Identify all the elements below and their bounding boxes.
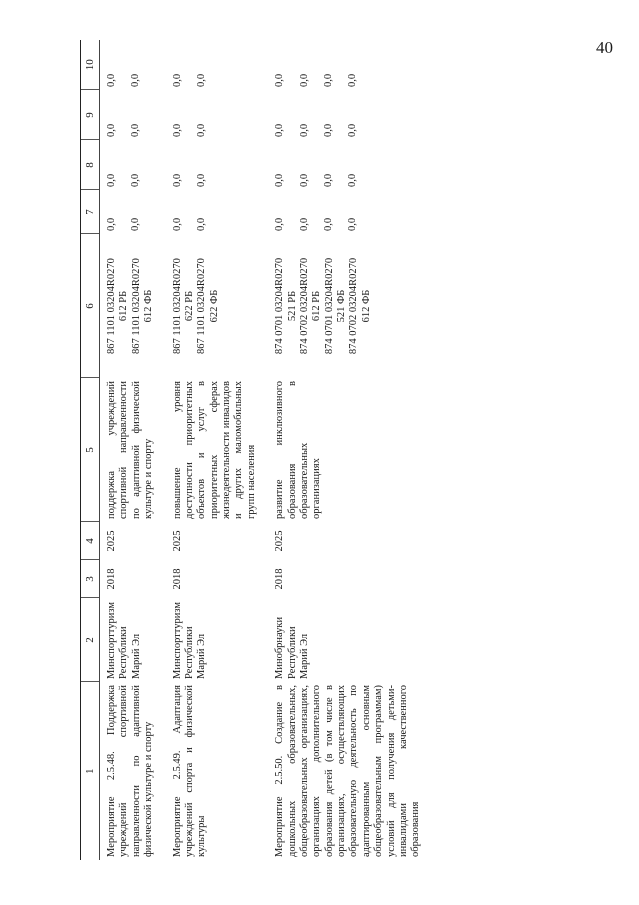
budget-code: 874 0702 03204R0270 [348, 257, 360, 355]
value-col-9: 0,0 0,0 0,0 0,0 [274, 123, 359, 137]
value-col-9: 0,0 0,0 [171, 123, 207, 137]
budget-code: 612 ФБ [143, 289, 155, 323]
end-year: 2025 [274, 530, 286, 552]
value-col-9: 0,0 0,0 [106, 123, 142, 137]
column-header: 7 [81, 190, 100, 234]
expected-result: поддержка учреждений спортивной направленности по адаптивной физической культуре и спорту [106, 381, 155, 519]
budget-code: 622 ФБ [208, 289, 220, 323]
budget-code: 521 ФБ [336, 289, 347, 323]
measure-name: Мероприятие 2.5.48. Поддержка учреждений спортивной направленности по адаптивной физической культуре и спорту [106, 685, 155, 857]
column-header: 8 [81, 140, 100, 190]
value-col-10: 0,0 0,0 [106, 73, 142, 87]
budget-code: 874 0701 03204R0270 [274, 257, 286, 355]
measure-name: Мероприятие 2.5.50. Создание в дошкольных образовательных, общеобразовательных организациях, организациях дополнительного образования детей (в том числе в организациях, осуществляющих образовательную деятельность по адаптированным основным общеобразовательным программам) условий для получения детьми-инвалидами качественного образования [274, 685, 422, 857]
start-year: 2018 [171, 568, 183, 590]
page-number: 40 [596, 38, 613, 57]
value-col-7: 0,0 0,0 [106, 217, 142, 231]
column-header: 1 [81, 682, 100, 860]
start-year: 2018 [274, 568, 286, 590]
budget-code: 874 0702 03204R0270 [298, 257, 310, 355]
budget-code: 867 1101 03204R0270 [171, 258, 183, 354]
budget-code: 867 1101 03204R0270 [130, 258, 142, 354]
column-header: 10 [81, 40, 100, 90]
column-header: 9 [81, 90, 100, 140]
value-col-10: 0,0 0,0 [171, 73, 207, 87]
expected-result: повышение уровня доступности приоритетных объектов и услуг в приоритетных сферах жизнедеятельности инвалидов и других маломобильных групп населения [171, 381, 257, 519]
column-number-row [81, 40, 100, 860]
budget-code: 867 1101 03204R0270 [196, 258, 208, 354]
budget-codes [100, 234, 166, 378]
budget-code: 867 1101 03204R0270 [106, 258, 117, 354]
executor: Минспорттуризм Республики Марий Эл [171, 601, 208, 679]
value-col-8: 0,0 0,0 0,0 0,0 [274, 173, 359, 187]
program-measures-table [80, 40, 433, 860]
column-header: 4 [81, 522, 100, 560]
value-col-7: 0,0 0,0 [171, 217, 207, 231]
start-year: 2018 [106, 568, 117, 590]
executor: Минспорттуризм Республики Марий Эл [106, 601, 142, 679]
rotated-table-sheet [80, 40, 639, 860]
budget-codes [268, 234, 433, 378]
expected-result: развитие инклюзивного образования в образовательных организациях [274, 381, 323, 519]
table-row [166, 40, 269, 860]
budget-code: 874 0701 03204R0270 [323, 257, 335, 355]
column-header: 3 [81, 560, 100, 598]
budget-code: 612 ФБ [360, 289, 372, 323]
table-row [100, 40, 166, 860]
end-year: 2025 [106, 530, 117, 552]
measure-name: Мероприятие 2.5.49. Адаптация учреждений спорта и физической культуры [171, 685, 208, 857]
value-col-10: 0,0 0,0 0,0 0,0 [274, 73, 359, 87]
budget-code: 612 РБ [311, 290, 323, 322]
budget-code: 612 РБ [118, 290, 130, 322]
end-year: 2025 [171, 530, 183, 552]
column-header: 2 [81, 598, 100, 682]
budget-code: 521 РБ [286, 290, 298, 322]
budget-codes [166, 234, 269, 378]
value-col-7: 0,0 0,0 0,0 0,0 [274, 217, 359, 231]
value-col-8: 0,0 0,0 [106, 173, 142, 187]
column-header: 5 [81, 378, 100, 522]
column-header: 6 [81, 234, 100, 378]
executor: Минобрнауки Республики Марий Эл [274, 616, 310, 679]
value-col-8: 0,0 0,0 [171, 173, 207, 187]
budget-code: 622 РБ [183, 290, 195, 322]
table-row [268, 40, 433, 860]
